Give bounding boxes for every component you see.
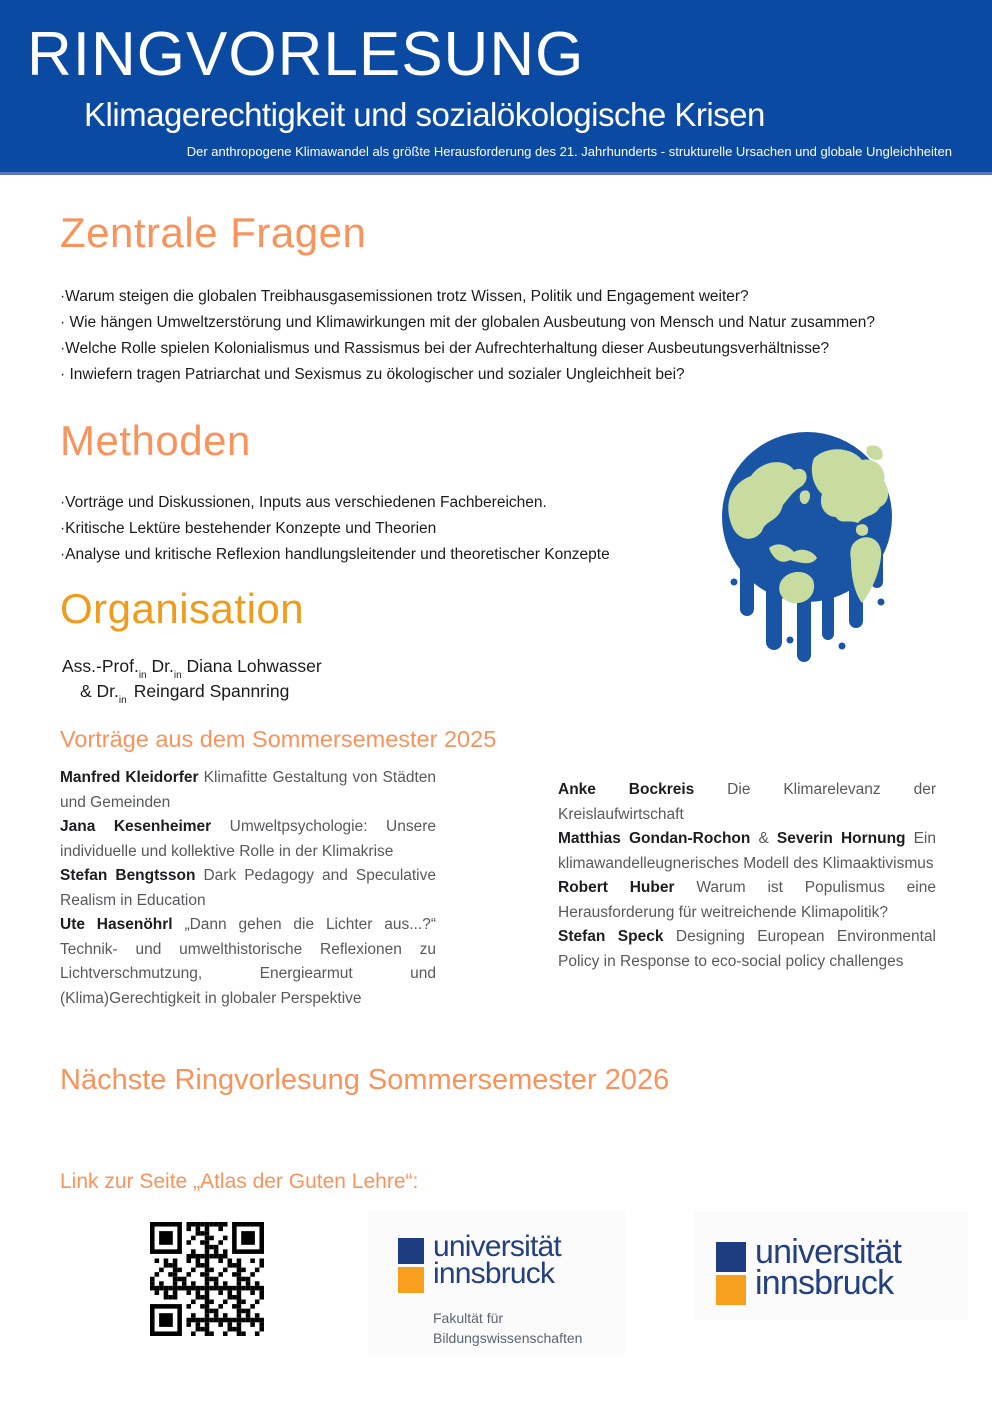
- speaker-entry: Ute Hasenöhrl „Dann gehen die Lichter aus...?“ Technik- und umwelthistorische Reflexionen zu Lichtverschmutzung, Energiearmut und (Klima)Gerechtigkeit in globaler Perspektive: [60, 916, 436, 1007]
- section-heading-zentrale-fragen: Zentrale Fragen: [60, 209, 367, 256]
- melting-earth-illustration: [718, 430, 896, 666]
- section-heading-vortraege: Vorträge aus dem Sommersemester 2025: [60, 726, 497, 752]
- speaker-entry: Manfred Kleidorfer Klimafitte Gestaltung von Städten und Gemeinden: [60, 769, 436, 811]
- university-innsbruck-logo: [398, 1230, 625, 1293]
- logo-word-1: universität: [433, 1230, 561, 1263]
- organizer-line: & $Dr._{in}$ Reingard Spannring: [80, 681, 290, 706]
- faculty-name: [433, 1308, 625, 1348]
- logo-blue-square: [716, 1242, 746, 1272]
- university-logo-card: [694, 1212, 968, 1320]
- logo-squares-icon: [716, 1237, 746, 1305]
- speaker-entry: Jana Kesenheimer Umweltpsychologie: Unsere individuelle und kollektive Rolle in der Klimakrise: [60, 818, 436, 860]
- faculty-logo-card: [368, 1210, 625, 1353]
- logo-wordmark: [755, 1233, 902, 1305]
- organizers: [62, 654, 322, 704]
- logo-orange-square: [716, 1275, 746, 1305]
- speaker-entry: Robert Huber Warum ist Populismus eine Herausforderung für weitreichende Klimapolitik?: [558, 879, 936, 921]
- speakers-columns: [60, 766, 936, 1011]
- banner-tagline: Der anthropogene Klimawandel als größte Herausforderung des 21. Jahrhunderts - strukturelle Ursachen und globale Ungleichheiten: [186, 144, 952, 159]
- list-item: · Wie hängen Umweltzerstörung und Klimawirkungen mit der globalen Ausbeutung von Mensch und Natur zusammen?: [60, 314, 876, 331]
- section-heading-organisation: Organisation: [60, 585, 305, 632]
- list-item: ·Welche Rolle spielen Kolonialismus und Rassismus bei der Aufrechterhaltung dieser Ausbeutungsverhältnisse?: [60, 340, 830, 357]
- faculty-line-2: Bildungswissenschaften: [433, 1330, 583, 1346]
- university-innsbruck-logo: [716, 1233, 968, 1305]
- speaker-entry: Stefan Speck Designing European Environmental Policy in Response to eco-social policy challenges: [558, 928, 936, 970]
- speaker-entry: Stefan Bengtsson Dark Pedagogy and Speculative Realism in Education: [60, 867, 437, 909]
- list-item: ·Warum steigen die globalen Treibhausgasemissionen trotz Wissen, Politik und Engagement weiter?: [60, 288, 749, 305]
- logo-blue-square: [398, 1238, 424, 1264]
- speakers-column-left: [60, 766, 436, 1011]
- page-title: RINGVORLESUNG: [27, 20, 585, 89]
- list-item: ·Vorträge und Diskussionen, Inputs aus verschiedenen Fachbereichen.: [60, 494, 547, 511]
- logo-word-2: innsbruck: [433, 1257, 555, 1290]
- qr-code: [150, 1222, 264, 1336]
- logo-word-2: innsbruck: [755, 1264, 894, 1302]
- section-heading-methoden: Methoden: [60, 417, 251, 464]
- list-item: ·Kritische Lektüre bestehender Konzepte und Theorien: [60, 520, 437, 537]
- speaker-entry: Anke Bockreis Die Klimarelevanz der Kreislaufwirtschaft: [558, 781, 936, 823]
- section-heading-naechste-ringvorlesung: Nächste Ringvorlesung Sommersemester 2026: [60, 1064, 670, 1096]
- logo-wordmark: [433, 1230, 561, 1293]
- logo-orange-square: [398, 1267, 424, 1293]
- zentrale-fragen-list: [60, 284, 940, 388]
- speakers-column-right: [558, 778, 936, 1011]
- list-item: · Inwiefern tragen Patriarchat und Sexismus zu ökologischer und sozialer Ungleichheit bei?: [60, 366, 685, 383]
- list-item: ·Analyse und kritische Reflexion handlungsleitender und theoretischer Konzepte: [60, 546, 610, 563]
- link-label: Link zur Seite „Atlas der Guten Lehre“:: [60, 1170, 419, 1193]
- faculty-line-1: Fakultät für: [433, 1310, 504, 1326]
- speaker-entry: Matthias Gondan-Rochon & Severin Hornung Ein klimawandelleugnerisches Modell des Klimaaktivismus: [558, 830, 936, 872]
- logo-word-1: universität: [755, 1233, 902, 1271]
- organizer-line: $Ass.-Prof._{in}$ $Dr._{in}$ Diana Lohwasser: [62, 656, 322, 681]
- logo-squares-icon: [398, 1233, 424, 1293]
- page-subtitle: Klimagerechtigkeit und sozialökologische Krisen: [84, 96, 765, 133]
- banner: [0, 0, 992, 175]
